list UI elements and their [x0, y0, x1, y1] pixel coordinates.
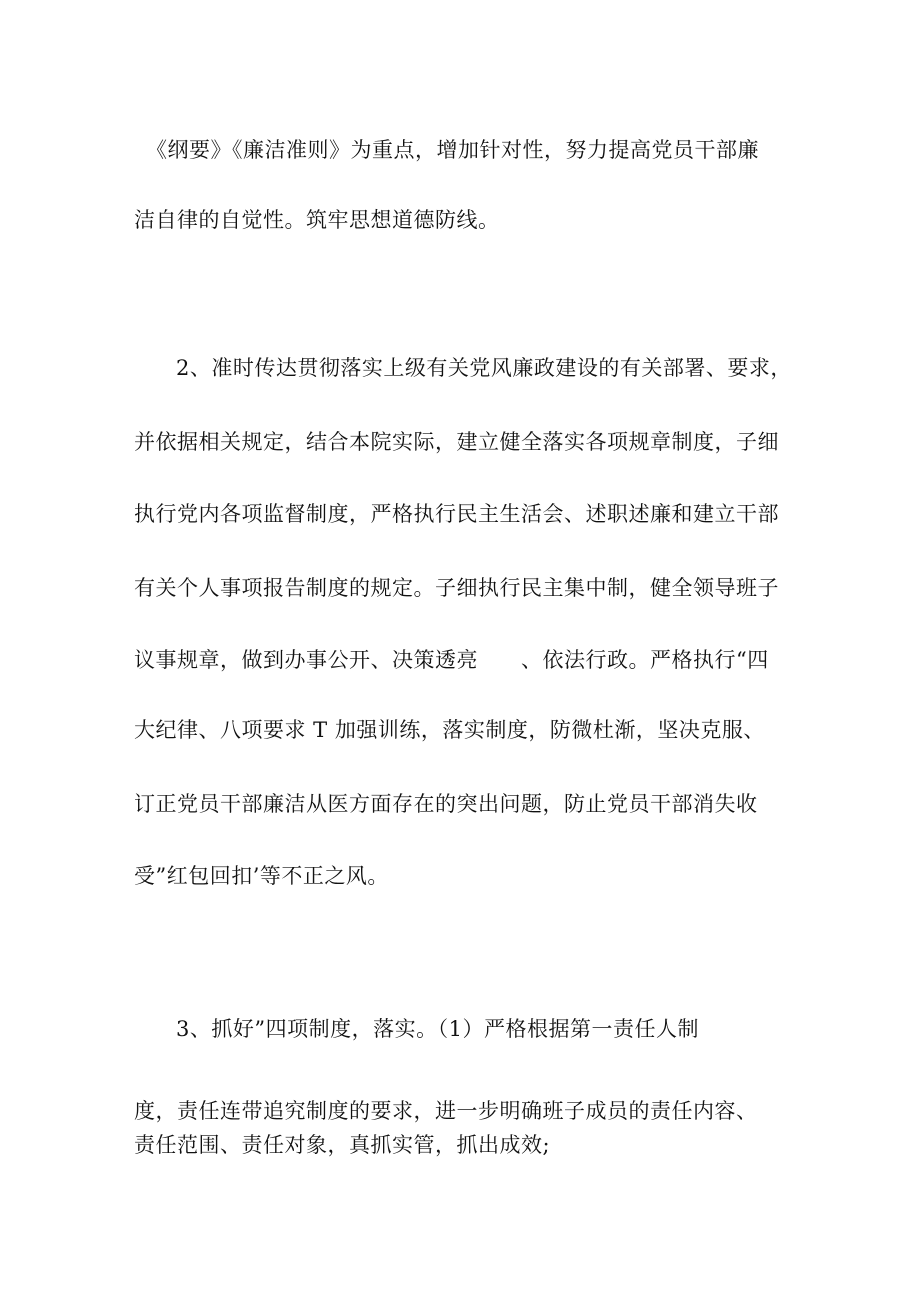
paragraph-3-line-3: 责任范围、责任对象，真抓实管，抓出成效; [134, 1133, 551, 1157]
paragraph-2-line-1: 2、准时传达贯彻落实上级有关党风廉政建设的有关部署、要求， [176, 356, 792, 380]
paragraph-2-line-3: 执行党内各项监督制度，严格执行民主生活会、述职述廉和建立干部 [134, 502, 779, 526]
paragraph-2-line-2: 并依据相关规定，结合本院实际，建立健全落实各项规章制度，子细 [134, 430, 779, 454]
paragraph-2-line-4: 有关个人事项报告制度的规定。子细执行民主集中制，健全领导班子 [134, 576, 779, 600]
paragraph-2-line-6: 大纪律、八项要求 T 加强训练，落实制度，防微杜渐，坚决克服、 [134, 718, 765, 742]
paragraph-3-line-1: 3、抓好”四项制度，落实。（1）严格根据第一责任人制 [176, 1017, 699, 1041]
paragraph-2-line-7: 订正党员干部廉洁从医方面存在的突出问题，防止党员干部消失收 [134, 792, 758, 816]
paragraph-2-line-8: 受”红包回扣’等不正之风。 [134, 864, 389, 888]
paragraph-2-line-5: 议事规章，做到办事公开、决策透亮 、依法行政。严格执行“四 [134, 648, 769, 672]
paragraph-1-line-2: 洁自律的自觉性。筑牢思想道德防线。 [134, 208, 500, 232]
paragraph-1-line-1: 《纲要》《廉洁准则》为重点，增加针对性，努力提高党员干部廉 [146, 138, 759, 162]
paragraph-3-line-2: 度，责任连带追究制度的要求，进一步明确班子成员的责任内容、 [134, 1099, 758, 1123]
